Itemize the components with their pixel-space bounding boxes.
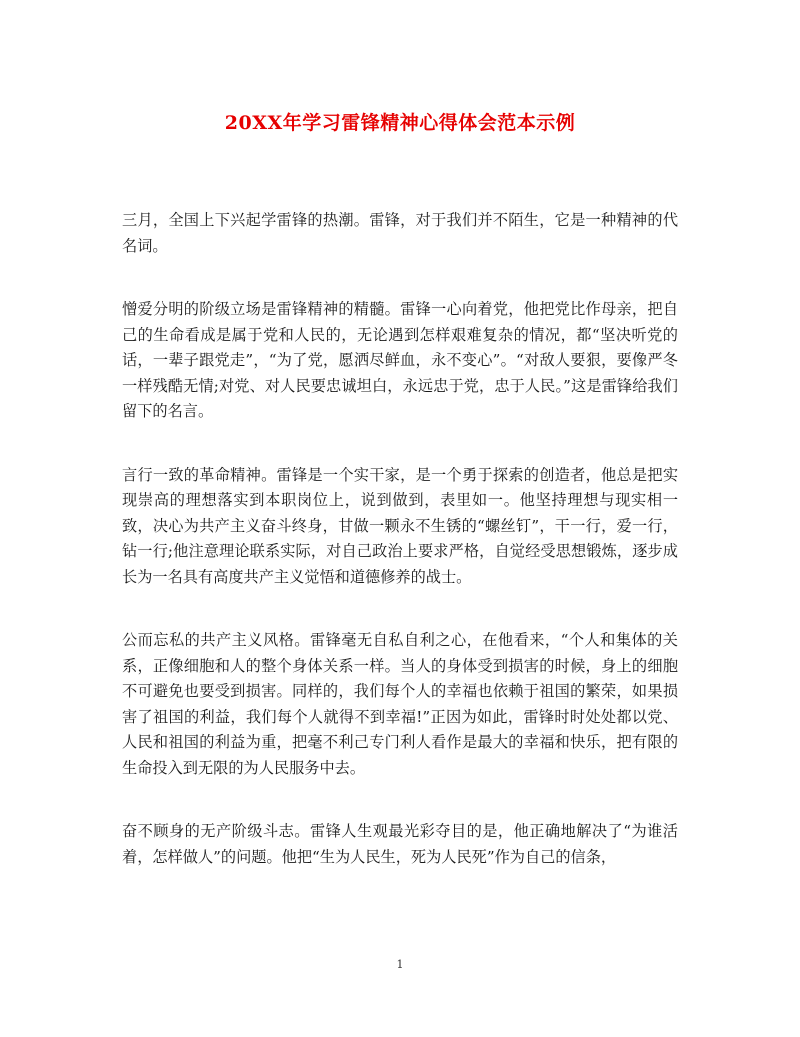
document-title: 20XX年学习雷锋精神心得体会范本示例	[224, 112, 576, 134]
paragraph-intro: 三月，全国上下兴起学雷锋的热潮。雷锋，对于我们并不陌生，它是一种精神的代名词。	[122, 211, 678, 255]
paragraph-revolutionary-spirit: 言行一致的革命精神。雷锋是一个实干家，是一个勇于探索的创造者，他总是把实现崇高的理想落实到本职岗位上，说到做到，表里如一。他坚持理想与现实相一致，决心为共产主义奋斗终身，甘做一颗永不生锈的“螺丝钉”，干一行，爱一行，钻一行;他注意理论联系实际，对自己政治上要求严格，自觉经受思想锻炼，逐步成长为一名具有高度共产主义觉悟和道德修养的战士。	[122, 465, 678, 586]
paragraph-class-stand: 憎爱分明的阶级立场是雷锋精神的精髓。雷锋一心向着党，他把党比作母亲，把自己的生命看成是属于党和人民的，无论遇到怎样艰难复杂的情况，都“坚决听党的话，一辈子跟党走”，“为了党，愿洒尽鲜血，永不变心”。“对敌人要狠，要像严冬一样残酷无情;对党、对人民要忠诚坦白，永远忠于党，忠于人民。”这是雷锋给我们留下的名言。	[122, 300, 678, 420]
page-number: 1	[396, 958, 404, 971]
paragraph-selfless-style: 公而忘私的共产主义风格。雷锋毫无自私自利之心，在他看来，“个人和集体的关系，正像细胞和人的整个身体关系一样。当人的身体受到损害的时候，身上的细胞不可避免也要受到损害。同样的，我们每个人的幸福也依赖于祖国的繁荣，如果损害了祖国的利益，我们每个人就得不到幸福!”正因为如此，雷锋时时处处都以党、人民和祖国的利益为重，把毫不利己专门利人看作是最大的幸福和快乐，把有限的生命投入到无限的为人民服务中去。	[122, 631, 678, 777]
paragraph-fighting-spirit: 奋不顾身的无产阶级斗志。雷锋人生观最光彩夺目的是，他正确地解决了“为谁活着，怎样做人”的问题。他把“生为人民生，死为人民死”作为自己的信条，	[122, 822, 678, 866]
document-body	[122, 208, 678, 908]
